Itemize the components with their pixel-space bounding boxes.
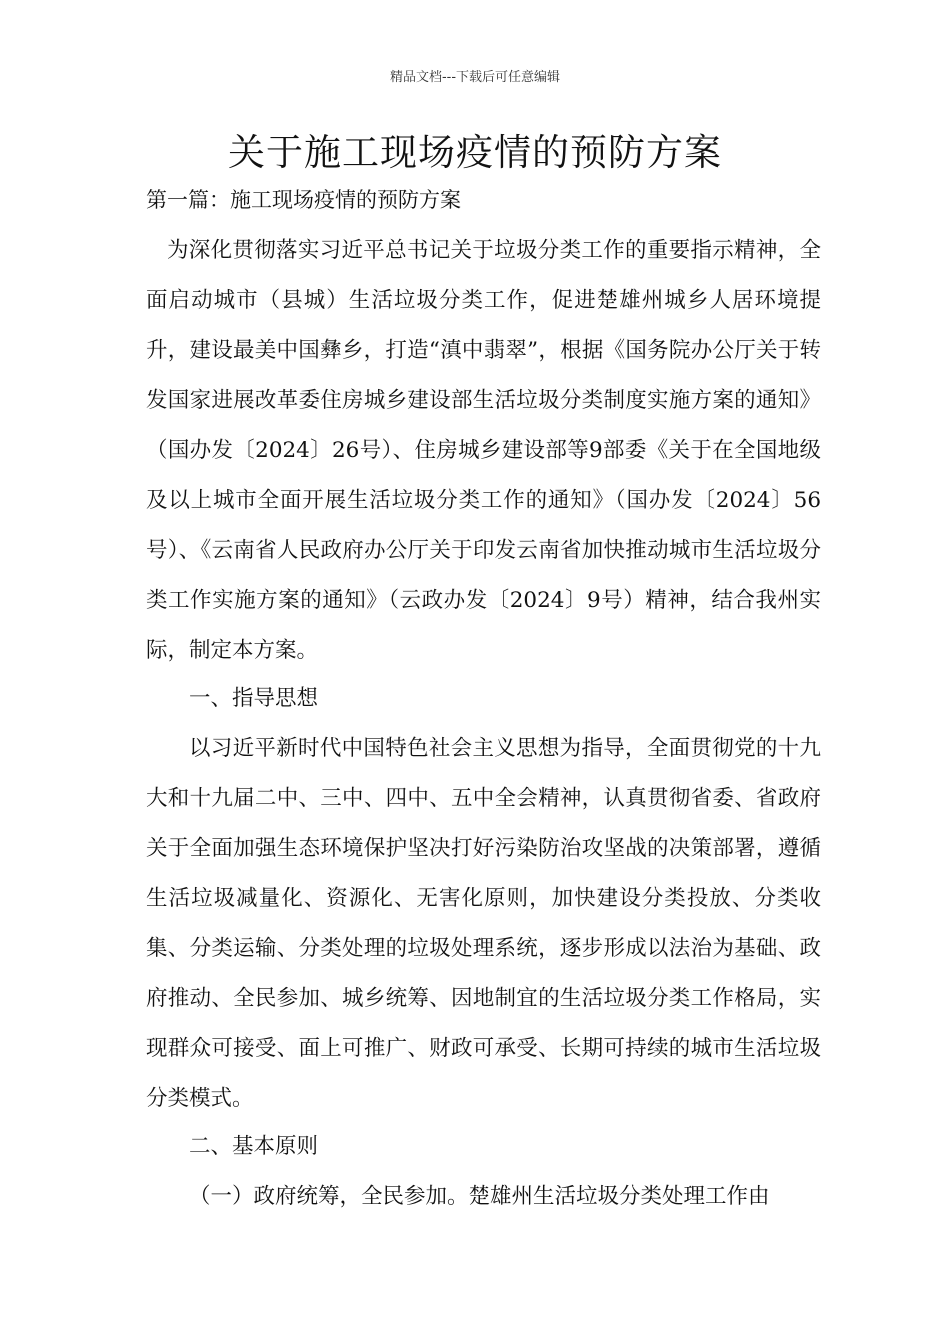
intro-paragraph: 为深化贯彻落实习近平总书记关于垃圾分类工作的重要指示精神，全面启动城市（县城）生活垃圾分类工作，促进楚雄州城乡人居环境提升，建设最美中国彝乡，打造“滇中翡翠”，根据《国务院办公厅关于转发国家进展改革委住房城乡建设部生活垃圾分类制度实施方案的通知》（国办发〔2024〕26号）、住房城乡建设部等9部委《关于在全国地级及以上城市全面开展生活垃圾分类工作的通知》（国办发〔2024〕56号）、《云南省人民政府办公厅关于印发云南省加快推动城市生活垃圾分类工作实施方案的通知》（云政办发〔2024〕9号）精神，结合我州实际，制定本方案。 <box>146 238 821 663</box>
document-title: 关于施工现场疫情的预防方案 <box>228 131 722 174</box>
document-subtitle: 第一篇：施工现场疫情的预防方案 <box>146 188 461 212</box>
section-heading-basic-principles: 二、基本原则 <box>189 1134 319 1159</box>
guiding-ideology-paragraph: 以习近平新时代中国特色社会主义思想为指导，全面贯彻党的十九大和十九届二中、三中、四中、五中全会精神，认真贯彻省委、省政府关于全面加强生态环境保护坚决打好污染防治攻坚战的决策部署，遵循生活垃圾减量化、资源化、无害化原则，加快建设分类投放、分类收集、分类运输、分类处理的垃圾处理系统，逐步形成以法治为基础、政府推动、全民参加、城乡统筹、因地制宜的生活垃圾分类工作格局，实现群众可接受、面上可推广、财政可承受、长期可持续的城市生活垃圾分类模式。 <box>146 736 821 1111</box>
basic-principles-paragraph: （一）政府统筹，全民参加。楚雄州生活垃圾分类处理工作由 <box>189 1184 770 1209</box>
page-header: 精品文档---下载后可任意编辑 <box>389 70 561 85</box>
section-heading-guiding-ideology: 一、指导思想 <box>189 686 319 711</box>
